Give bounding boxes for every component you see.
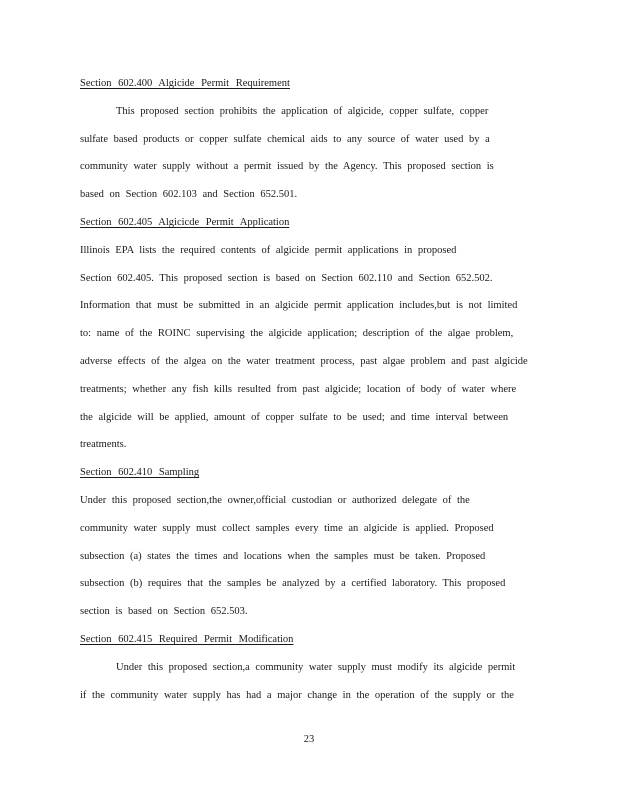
paragraph-line: treatments; whether any fish kills resulted from past algicide; location of body of water where bbox=[80, 383, 517, 395]
section-heading-602-405 bbox=[80, 209, 540, 237]
paragraph-line: adverse effects of the algea on the water treatment process, past algae problem and past algicide bbox=[80, 355, 528, 367]
section-heading-text: Section 602.400 Algicide Permit Requirement bbox=[80, 78, 290, 89]
paragraph-line: Section 602.405. This proposed section is based on Section 602.110 and Section 652.502. bbox=[80, 272, 493, 284]
section-heading-602-400 bbox=[80, 70, 540, 98]
paragraph-line: This proposed section prohibits the application of algicide, copper sulfate, copper bbox=[116, 105, 489, 117]
section-heading-602-410 bbox=[80, 459, 540, 487]
paragraph-line: section is based on Section 652.503. bbox=[80, 606, 248, 618]
paragraph-line: subsection (b) requires that the samples be analyzed by a certified laboratory. This proposed bbox=[80, 578, 506, 590]
section-heading-text: Section 602.405 Algicicde Permit Application bbox=[80, 216, 290, 228]
section-heading-text: Section 602.410 Sampling bbox=[80, 467, 200, 479]
paragraph-line: to: name of the ROINC supervising the algicide application; description of the algae problem, bbox=[80, 328, 514, 340]
paragraph-line: the algicide will be applied, amount of copper sulfate to be used; and time interval between bbox=[80, 411, 509, 423]
paragraph-line: Information that must be submitted in an algicide permit application includes,but is not limited bbox=[80, 300, 518, 312]
paragraph-line: if the community water supply has had a major change in the operation of the supply or the bbox=[80, 689, 514, 701]
paragraph-line: based on Section 602.103 and Section 652.501. bbox=[80, 189, 298, 201]
paragraph-line: subsection (a) states the times and locations when the samples must be taken. Proposed bbox=[80, 550, 486, 562]
paragraph-line: Under this proposed section,the owner,official custodian or authorized delegate of the bbox=[80, 494, 470, 506]
paragraph-line: sulfate based products or copper sulfate chemical aids to any source of water used by a bbox=[80, 133, 490, 145]
paragraph-line: Illinois EPA lists the required contents of algicide permit applications in proposed bbox=[80, 244, 457, 256]
paragraph-line: community water supply without a permit issued by the Agency. This proposed section is bbox=[80, 161, 494, 173]
paragraph-line: community water supply must collect samples every time an algicide is applied. Proposed bbox=[80, 522, 494, 534]
page-number: 23 bbox=[303, 734, 315, 745]
page-content bbox=[80, 70, 540, 709]
paragraph-line: Under this proposed section,a community water supply must modify its algicide permit bbox=[116, 661, 516, 673]
section-heading-602-415 bbox=[80, 626, 540, 654]
paragraph-line: treatments. bbox=[80, 439, 127, 451]
section-heading-text: Section 602.415 Required Permit Modification bbox=[80, 633, 294, 645]
